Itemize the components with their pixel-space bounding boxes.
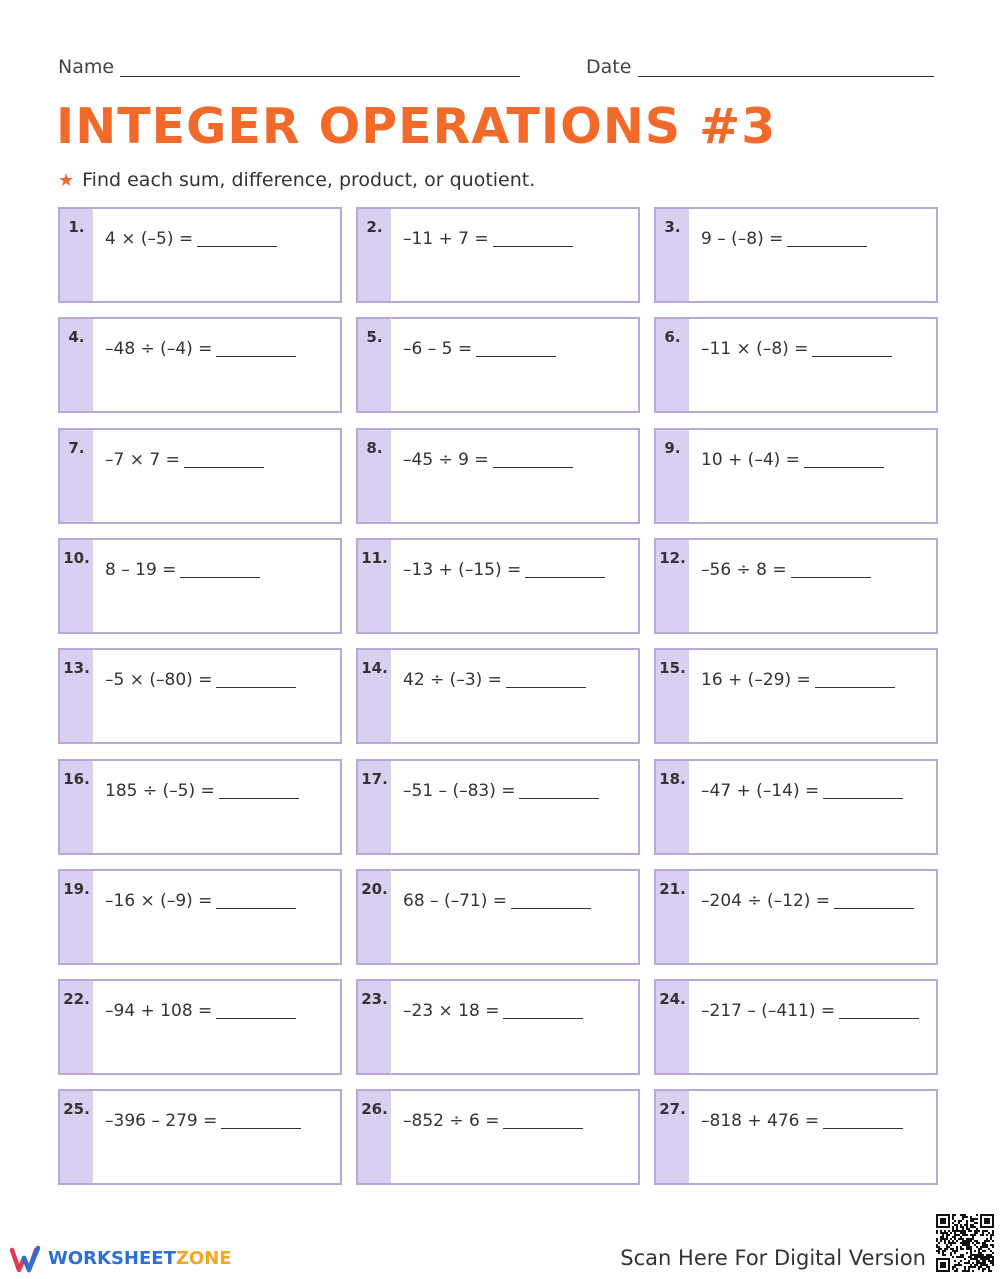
problem-expression-row: [701, 781, 903, 801]
problem-card: [654, 759, 938, 855]
answer-blank[interactable]: [519, 797, 599, 799]
problem-card: [654, 869, 938, 965]
problem-expression-row: [403, 1001, 583, 1021]
problem-expression: 4 × (–5) =: [105, 229, 194, 249]
problem-expression: –11 + 7 =: [403, 229, 489, 249]
problem-number: 25.: [63, 1100, 90, 1118]
problem-expression-row: [701, 229, 867, 249]
problem-card: [58, 869, 342, 965]
logo-text-zone: ZONE: [175, 1248, 232, 1269]
date-line[interactable]: [638, 76, 934, 77]
problem-expression: 185 ÷ (–5) =: [105, 781, 215, 801]
problem-number: 7.: [68, 439, 85, 457]
answer-blank[interactable]: [503, 1017, 583, 1019]
problem-expression-row: [105, 781, 299, 801]
answer-blank[interactable]: [503, 1127, 583, 1129]
answer-blank[interactable]: [506, 686, 586, 688]
problem-expression: –48 ÷ (–4) =: [105, 339, 213, 359]
problem-expression: –94 + 108 =: [105, 1001, 213, 1021]
star-icon: ★: [58, 170, 75, 191]
answer-blank[interactable]: [823, 1127, 903, 1129]
problem-number: 27.: [659, 1100, 686, 1118]
problem-number: 6.: [664, 328, 681, 346]
problem-number: 26.: [361, 1100, 388, 1118]
problem-expression: 9 – (–8) =: [701, 229, 784, 249]
problem-expression-row: [701, 1001, 919, 1021]
page-title: INTEGER OPERATIONS #3: [56, 98, 777, 155]
problem-card: [58, 979, 342, 1075]
problem-expression: 68 – (–71) =: [403, 891, 507, 911]
problem-expression-row: [105, 450, 264, 470]
problem-expression: –47 + (–14) =: [701, 781, 820, 801]
problem-expression-row: [403, 560, 605, 580]
problem-expression: –13 + (–15) =: [403, 560, 522, 580]
problem-card: [654, 428, 938, 524]
problem-expression-row: [701, 891, 914, 911]
problem-expression: –23 × 18 =: [403, 1001, 500, 1021]
answer-blank[interactable]: [180, 576, 260, 578]
answer-blank[interactable]: [834, 907, 914, 909]
problem-number: 1.: [68, 218, 85, 236]
problem-number: 20.: [361, 880, 388, 898]
problem-expression: –7 × 7 =: [105, 450, 180, 470]
problem-expression-row: [403, 781, 599, 801]
problem-number: 16.: [63, 770, 90, 788]
problem-number: 8.: [366, 439, 383, 457]
answer-blank[interactable]: [815, 686, 895, 688]
problem-card: [356, 648, 640, 744]
qr-code-icon[interactable]: [936, 1214, 994, 1272]
problem-expression-row: [403, 229, 573, 249]
problem-card: [58, 538, 342, 634]
problem-number: 13.: [63, 659, 90, 677]
problem-card: [356, 428, 640, 524]
name-field[interactable]: [58, 56, 114, 78]
problem-expression: –51 – (–83) =: [403, 781, 516, 801]
problem-expression: –818 + 476 =: [701, 1111, 820, 1131]
problem-card: [58, 759, 342, 855]
problem-expression-row: [701, 450, 884, 470]
problem-expression: 8 – 19 =: [105, 560, 177, 580]
date-field[interactable]: [586, 56, 631, 78]
scan-text: Scan Here For Digital Version: [620, 1246, 926, 1270]
problem-expression: –11 × (–8) =: [701, 339, 809, 359]
problem-expression-row: [105, 560, 260, 580]
problem-expression-row: [701, 1111, 903, 1131]
problem-expression: –5 × (–80) =: [105, 670, 213, 690]
problem-card: [58, 428, 342, 524]
instruction-text: Find each sum, difference, product, or quotient.: [82, 169, 536, 191]
problem-number: 18.: [659, 770, 686, 788]
problem-card: [356, 207, 640, 303]
problem-expression: –217 – (–411) =: [701, 1001, 836, 1021]
problem-card: [58, 207, 342, 303]
answer-blank[interactable]: [216, 355, 296, 357]
logo: [10, 1244, 232, 1274]
problem-card: [654, 648, 938, 744]
problem-card: [356, 317, 640, 413]
problem-expression-row: [403, 670, 586, 690]
problem-number: 12.: [659, 549, 686, 567]
problem-expression-row: [701, 670, 895, 690]
problem-expression: –204 ÷ (–12) =: [701, 891, 831, 911]
answer-blank[interactable]: [221, 1127, 301, 1129]
problem-card: [356, 1089, 640, 1185]
answer-blank[interactable]: [511, 907, 591, 909]
answer-blank[interactable]: [823, 797, 903, 799]
problem-number: 14.: [361, 659, 388, 677]
name-line[interactable]: [120, 76, 520, 77]
problem-expression: –16 × (–9) =: [105, 891, 213, 911]
answer-blank[interactable]: [219, 797, 299, 799]
date-label: Date: [586, 56, 632, 78]
problem-expression-row: [105, 891, 296, 911]
problem-expression: 10 + (–4) =: [701, 450, 800, 470]
problem-card: [654, 979, 938, 1075]
answer-blank[interactable]: [787, 245, 867, 247]
problem-number: 19.: [63, 880, 90, 898]
problem-number: 5.: [366, 328, 383, 346]
answer-blank[interactable]: [216, 907, 296, 909]
problem-number: 4.: [68, 328, 85, 346]
problem-card: [356, 979, 640, 1075]
problem-number: 2.: [366, 218, 383, 236]
problem-card: [58, 1089, 342, 1185]
answer-blank[interactable]: [791, 576, 871, 578]
answer-blank[interactable]: [812, 355, 892, 357]
problem-number: 10.: [63, 549, 90, 567]
answer-blank[interactable]: [493, 245, 573, 247]
name-label: Name: [58, 56, 115, 78]
header: [58, 56, 934, 80]
instruction: [58, 169, 535, 191]
problem-number: 17.: [361, 770, 388, 788]
problem-card: [654, 538, 938, 634]
problem-card: [356, 759, 640, 855]
problem-expression-row: [105, 339, 296, 359]
problem-number: 22.: [63, 990, 90, 1008]
problem-number: 15.: [659, 659, 686, 677]
problem-expression: –852 ÷ 6 =: [403, 1111, 500, 1131]
problem-number: 9.: [664, 439, 681, 457]
problem-expression-row: [403, 891, 591, 911]
problem-number: 24.: [659, 990, 686, 1008]
problem-number: 21.: [659, 880, 686, 898]
problem-expression-row: [105, 1001, 296, 1021]
problem-card: [58, 648, 342, 744]
problem-card: [654, 1089, 938, 1185]
problem-expression-row: [105, 1111, 301, 1131]
problem-expression: 42 ÷ (–3) =: [403, 670, 502, 690]
problem-number: 3.: [664, 218, 681, 236]
problem-expression: –396 – 279 =: [105, 1111, 218, 1131]
answer-blank[interactable]: [197, 245, 277, 247]
problem-expression: –45 ÷ 9 =: [403, 450, 489, 470]
answer-blank[interactable]: [216, 1017, 296, 1019]
problem-expression: –6 – 5 =: [403, 339, 473, 359]
logo-icon: [10, 1244, 46, 1274]
problem-expression-row: [701, 560, 871, 580]
problem-card: [654, 207, 938, 303]
answer-blank[interactable]: [839, 1017, 919, 1019]
problem-expression-row: [701, 339, 892, 359]
logo-text-worksheet: WORKSHEET: [48, 1248, 176, 1269]
answer-blank[interactable]: [216, 686, 296, 688]
problem-number: 23.: [361, 990, 388, 1008]
answer-blank[interactable]: [476, 355, 556, 357]
answer-blank[interactable]: [804, 466, 884, 468]
problem-expression-row: [403, 339, 556, 359]
problem-expression-row: [403, 450, 573, 470]
problem-card: [58, 317, 342, 413]
problem-card: [356, 538, 640, 634]
problem-card: [356, 869, 640, 965]
problem-expression: 16 + (–29) =: [701, 670, 811, 690]
answer-blank[interactable]: [525, 576, 605, 578]
problem-expression: –56 ÷ 8 =: [701, 560, 787, 580]
problem-card: [654, 317, 938, 413]
problem-expression-row: [105, 670, 296, 690]
problem-expression-row: [403, 1111, 583, 1131]
problem-expression-row: [105, 229, 277, 249]
answer-blank[interactable]: [184, 466, 264, 468]
problem-number: 11.: [361, 549, 388, 567]
answer-blank[interactable]: [493, 466, 573, 468]
